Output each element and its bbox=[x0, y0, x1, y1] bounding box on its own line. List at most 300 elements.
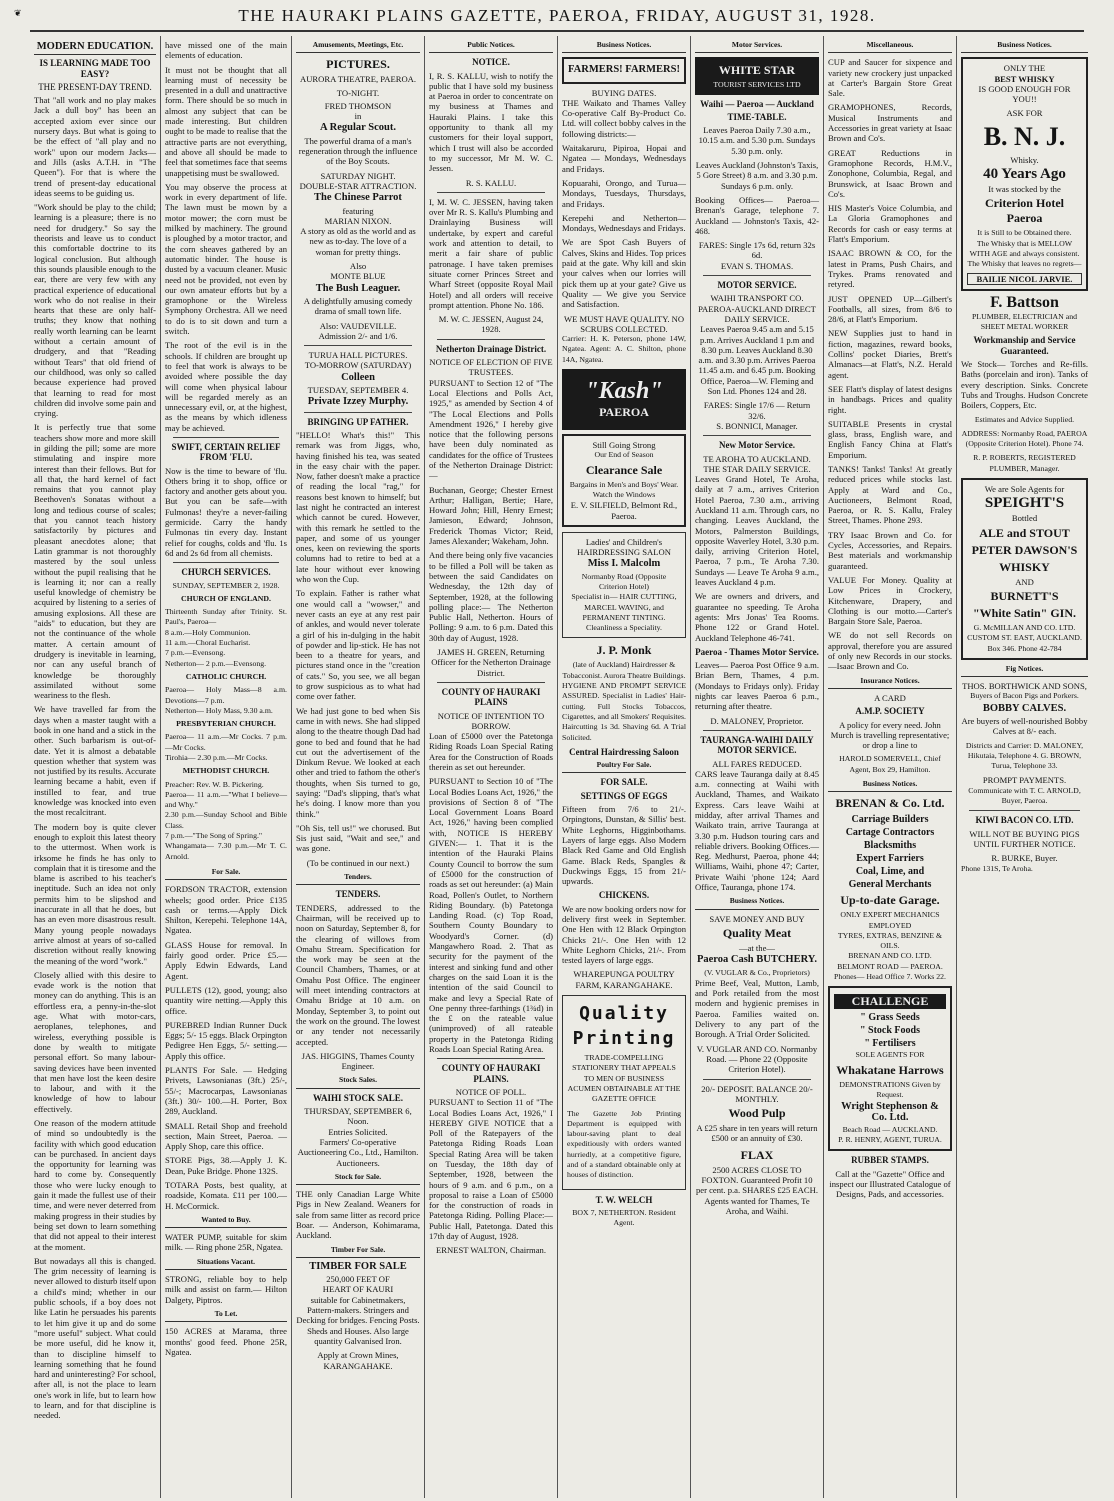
ad-heading: Criterion Hotel Paeroa bbox=[985, 196, 1064, 226]
columns bbox=[30, 36, 1092, 1498]
ad-line: (late of Auckland) Hairdresser & Tobacconist. Aurora Theatre Buildings. bbox=[562, 660, 686, 680]
misc-ad: HIS Master's Voice Columbia, and La Gloria Gramophones and Records for cash or easy terms at Flatt's Emporium. bbox=[828, 203, 952, 245]
ad-line: FARES: Single 17s 6d, return 32s 6d. bbox=[698, 240, 816, 261]
ad-heading: FLAX bbox=[740, 1147, 774, 1162]
ad-line: TO-MORROW (SATURDAY) bbox=[304, 360, 412, 371]
classified-ad: SMALL Retail Shop and freehold section, Main Street, Paeroa. —Apply Shop, care this office. bbox=[165, 1120, 287, 1152]
notice-body: I, R. S. KALLU, wish to notify the public that I have sold my business at Paeroa in order to concentrate on my business at Thames and Hauraki Plains. I take this opportunity to thank all my customers for their loyal support, which I trust will also be accorded to my successor, Mr M. W. C. Jessen. bbox=[429, 70, 553, 174]
ad-line: P. R. HENRY, AGENT, TURUA. bbox=[838, 1135, 942, 1145]
ad-heading: "White Satin" GIN. bbox=[972, 605, 1076, 620]
ad-heading: Whakatane Harrows bbox=[836, 1062, 944, 1077]
ad-body: Kerepehi and Netherton—Mondays, Wednesdays and Fridays. bbox=[562, 212, 686, 234]
ad-body: A policy for every need. John Murch is travelling representative; or drop a line to bbox=[830, 719, 950, 751]
church-line: Netherton— Holy Mass, 9.30 a.m. bbox=[165, 705, 273, 715]
misc-ad: GREAT Reductions in Gramophone Records, H.M.V., Zonophone, Columbia, Regal, and Brunswick, at Isaac Brown and Co's. bbox=[828, 147, 952, 199]
church-name: CATHOLIC CHURCH. bbox=[185, 671, 267, 681]
ad-heading: MOTOR SERVICE. bbox=[717, 280, 797, 291]
article-subtitle: IS LEARNING MADE TOO EASY? bbox=[39, 58, 151, 79]
ad-line: BAILIE NICOL JARVIE. bbox=[967, 273, 1082, 285]
article-paragraph: You may observe the process at work in every department of life. The lawn must be mown by a motor mower; the corn must be milked by machinery. The ground is ploughed by a motor tractor, and the corn sheaves gathered by an automatic binder. The house is dusted by a vacuum cleaner. Music need not be provided, not even by our own amateur efforts but by a gramophone or the Wireless Symphony Orchestra. All we need to do is to sit down and turn a switch. bbox=[165, 181, 287, 337]
ad-line: TURUA HALL PICTURES. bbox=[308, 350, 408, 361]
ad-line: Still Going Strong bbox=[592, 440, 656, 451]
notice-signature: ERNEST WALTON, Chairman. bbox=[436, 1245, 546, 1256]
story-paragraph: We had just gone to bed when Sis came in with news. She had slipped along to the theatre though Dad had gone to bed and found that he had cut out the advertisement of the Dinkum Revue. We looked at each other and tried to fathom the other's thoughts, when Sis turned to go, saying: "Dad's slipping, that's what he's doing. I know more than you think." bbox=[296, 705, 420, 819]
ad-body: A story as old as the world and as new as to-day. The love of a woman for pretty things. bbox=[300, 226, 416, 257]
divider bbox=[173, 562, 279, 563]
ad-line: BEST WHISKY bbox=[994, 73, 1055, 84]
notice-heading: COUNTY OF HAURAKI PLAINS. bbox=[441, 1063, 541, 1084]
story-title: BRINGING UP FATHER. bbox=[307, 416, 409, 427]
ad-body: Leaves Auckland (Johnston's Taxis, 5 Gore Street) 8 a.m. and 3.30 p.m. Sundays 6 p.m. only. bbox=[695, 160, 819, 191]
ad-line: EVAN S. THOMAS. bbox=[720, 260, 794, 271]
church-line: Tirohia— 2.30 p.m.—Mr Cocks. bbox=[165, 753, 268, 762]
ad-body: Fifteen from 7/6 to 21/-. Orpingtons, Dunstan, & Sillis' best. White Leghorns, Higginbothams. Layers of large eggs. Also Modern Black Red Game and Old English Game. Black Reds, Spangles & Duckwings Eggs, 15 from 21/- upwards. bbox=[562, 804, 686, 887]
section-header: Miscellaneous. bbox=[828, 40, 952, 53]
notice-body: And there being only five vacancies to be filled a Poll will be taken as between the said Candidates on Wednesday, the 12th day of September, 1928, at the following polling place:— The Netherton Public Hall, Netherton. Hours of Polling: 9 a.m. to 6 p.m. Dated this 30th day of August, 1928. bbox=[429, 550, 553, 643]
ad-line: We are Sole Agents for bbox=[984, 484, 1065, 495]
article-paragraph: The modern boy is quite clever enough to exploit this latest theory to the uttermost. When work is irksome he finds he has only to complain that it is tiresome and the blame is ascribed to his teacher's ineptitude. Such an idea not only permits him to be slipshod and inaccurate in all that he does, but has an even more disastrous result. Many young people nowadays arrive almost at years of so-called discretion without really knowing the meaning of the word "work." bbox=[34, 821, 156, 966]
brenan-line: Expert Farriers bbox=[856, 853, 924, 865]
ad-body: Prime Beef, Veal, Mutton, Lamb, and Pork retailed from the most modern and hygienic premises in Paeroa. Families waited on. Delivery to any part of the Borough. A Trial Order Solicited. bbox=[695, 977, 819, 1040]
article-paragraph: "Work should be play to the child; learning is a pleasure; there is no need for drudgery." So say the theorists and leave us to conduct this comfortable doctrine to its logical conclusion. But although this sounds plausible enough to the ear, there are very few with any practical experience of educational work who do not realise in their hearts that these are only half-truths; they know that nothing really worth learning can be learnt without a certain amount of drudgery, and that "Reading without Tears" that old friend of our childhood, was only so called because experience had proved that learning to read for most children did involve some pain and crying. bbox=[34, 202, 156, 419]
section-header: Amusements, Meetings, Etc. bbox=[296, 40, 420, 53]
ad-heading: Paeroa Cash BUTCHERY. bbox=[696, 954, 818, 966]
ad-line: AND bbox=[1015, 576, 1034, 587]
logo-subtext: TOURIST SERVICES LTD bbox=[713, 80, 801, 90]
notice-heading: Netherton Drainage District. bbox=[435, 343, 547, 354]
ad-heading: TIMBER FOR SALE bbox=[309, 1260, 407, 1272]
film-title: Colleen bbox=[341, 371, 375, 383]
ad-line: ALL FARES REDUCED. bbox=[712, 758, 802, 769]
ad-line: Beach Road — AUCKLAND. bbox=[842, 1124, 938, 1134]
column-2 bbox=[161, 36, 292, 1498]
ad-body: Leaves Paeroa Daily 7.30 a.m., 10.15 a.m. and 5.30 p.m. Sundays 5.30 p.m. only. bbox=[698, 125, 816, 156]
route-heading: Waihi — Paeroa — Auckland bbox=[700, 98, 814, 109]
divider bbox=[969, 810, 1080, 811]
story-paragraph: "Oh Sis, tell us!" we chorused. But Sis just said, "Wait and see," and was gone. bbox=[296, 822, 420, 854]
church-line: 11 a.m.—Choral Eucharist. bbox=[165, 638, 251, 648]
ad-heading: Up-to-date Garage. bbox=[840, 893, 940, 908]
ad-line: BELMONT ROAD — PAEROA. bbox=[837, 961, 943, 971]
ad-body: Waitakaruru, Pipiroa, Hopai and Ngatea — Mondays, Wednesdays and Fridays. bbox=[562, 143, 686, 174]
church-line: Paeroa— 11 a.m.—"What I believe—and Why." bbox=[165, 789, 287, 810]
ad-line: ONLY THE bbox=[1003, 63, 1046, 74]
ad-body: We are owners and drivers, and guarantee no speeding. Te Aroha agents: Mrs Jonas' Tea Rooms. Phone 122 or Grand Hotel. Auckland Telephone 46-741. bbox=[695, 591, 819, 643]
ad-body: Leaves Paeroa 9.45 a.m and 5.15 p.m. Arrives Auckland 1 p.m and 8.30 p.m. Leaves Auckland 8.30 a.m. and 3.30 p.m. Arrives Paeroa 11.45 a.m. and 6.45 p.m. Booking Office, Paeroa—W. Fleming and Son Ltd. Phones 124 and 28. bbox=[698, 324, 816, 397]
classified-ad: TOTARA Posts, best quality, at roadside, Komata. £11 per 100.—H. McCormick. bbox=[165, 1179, 287, 1211]
ad-line: MONTE BLUE bbox=[330, 271, 386, 282]
ad-line: (V. VUGLAR & Co., Proprietors) bbox=[704, 967, 810, 977]
ad-line: PROMPT PAYMENTS. bbox=[982, 775, 1067, 786]
classified-ad: PULLETS (12), good, young; also quantity wire netting.—Apply this office. bbox=[165, 984, 287, 1016]
section-header: Business Notices. bbox=[961, 40, 1088, 53]
story-paragraph: "HELLO! What's this!" This remark was from Jiggs, who, having finished his tea, was seated in the easy chair with the paper. Now, father doesn't make a practice of reading the local "rag," for reasons best known to himself; but last night he contracted an interest which cannot be cured. However, with this remark he settled to the paper, and some of us younger ones, keen on reviewing the sports columns had to retire to bed at a late hour without ever knowing who won the Cup. bbox=[296, 429, 420, 585]
ad-heading: PICTURES. bbox=[326, 57, 390, 72]
misc-ad: JUST OPENED UP—Gilbert's Footballs, all sizes, from 8/6 to 28/6, at Flatt's Emporium. bbox=[828, 293, 952, 325]
ad-line: The Whisky that is MELLOW WITH AGE and always consistent. The Whisky that leaves no regrets— bbox=[967, 238, 1082, 269]
church-line: Thirteenth Sunday after Trinity. St. Paul's, Paeroa— bbox=[165, 607, 287, 627]
ad-line: THE STAR DAILY SERVICE. bbox=[703, 463, 811, 474]
divider bbox=[437, 192, 545, 193]
ad-heading: FARMERS! FARMERS! bbox=[568, 64, 680, 76]
ad-line: R. P. ROBERTS, REGISTERED PLUMBER, Manager. bbox=[973, 453, 1076, 473]
ad-line: featuring bbox=[342, 205, 374, 216]
section-header: Public Notices. bbox=[429, 40, 553, 53]
ad-line: Bottled bbox=[1011, 513, 1038, 524]
ad-line: BUYING DATES. bbox=[591, 87, 657, 98]
divider bbox=[437, 339, 545, 340]
ad-line: " Grass Seeds " Stock Foods " Fertilisers bbox=[859, 1012, 920, 1050]
ad-heading: 40 Years Ago bbox=[983, 166, 1066, 183]
ad-body: Are buyers of well-nourished Bobby Calves at 8/- each. bbox=[961, 715, 1088, 737]
ad-line: TE AROHA TO AUCKLAND. bbox=[703, 453, 811, 464]
church-line: Paeroa— Holy Mass—8 a.m. Devotions—7 p.m. bbox=[165, 685, 287, 705]
ad-line: TO-NIGHT. bbox=[336, 87, 380, 98]
article-paragraph: It must not be thought that all learning must of necessity be presented in a dull and unattractive form. There should be so much in almost any subject that can be made interesting. But children ought to be made to realise that the attractive parts are not everything, and above all should be made to feel that sometimes face that seems unappetising must be swallowed. bbox=[165, 64, 287, 178]
notice-signature: M. W. C. JESSEN, August 24, 1928. bbox=[438, 314, 544, 335]
ad-line: Also bbox=[349, 261, 367, 272]
ad-body: The Gazette Job Printing Department is equipped with labour-saving plant to deal expeditiously with orders wanted hurriedly, at a competitive figure, and of a standard obtainable only at houses of distinction. bbox=[567, 1108, 681, 1180]
film-title: A Regular Scout. bbox=[320, 122, 396, 134]
section-header: Fig Notices. bbox=[961, 664, 1088, 677]
brenan-line: Carriage Builders bbox=[851, 814, 929, 826]
ad-line: Also: VAUDEVILLE. bbox=[319, 320, 397, 331]
ad-body: V. VUGLAR AND CO. Normanby Road. — Phone 22 (Opposite Criterion Hotel). bbox=[696, 1043, 818, 1075]
column-8 bbox=[957, 36, 1092, 1498]
divider bbox=[304, 345, 412, 346]
ad-heading: ALE and STOUT bbox=[979, 525, 1070, 540]
ad-body: Now is the time to beware of 'flu. Others bring it to shop, office or factory and another gets about you. But you can be safe—with Fulmonas! they're a never-failing germicide. Carry the handy Fulmonas tin every day. Instant relief for coughs, colds and 'flu. 1s 6d and 2s 6d from all chemists. bbox=[165, 465, 287, 558]
classified-ad: PUREBRED Indian Runner Duck Eggs; 5/- 15 eggs. Black Orpington Pedigree Hen Eggs, 5/- setting.—Apply this office. bbox=[165, 1019, 287, 1061]
section-header: Timber For Sale. bbox=[296, 1245, 420, 1258]
ad-body: Leaves— Paeroa Post Office 9 a.m. Brian Bern, Thames, 4 p.m. (Mondays to Fridays only). Friday nights car leaves Paeroa 6 p.m., returning after theatre. bbox=[695, 660, 819, 712]
divider bbox=[703, 435, 811, 436]
notice-body: PURSUANT to Section 10 of "The Local Bodies Loans Act, 1926," the provisions of Section 8 of "The Local Government Loans Board Act, 1926," having been complied with, NOTICE IS HEREBY GIVEN:— 1. That it is the intention of the Hauraki Plains County Council to borrow the sum of £5000 for the construction of roads as set out hereunder: (a) Main Road, Pollen's Outlet, to Northern Riding Boundary. (b) Patetonga Landing Road. (c) Top Road, Southern County Boundary to Woodyard's Corner. (d) Mangawhero Road. 2. That as security for the payment of the interest and sinking fund and other charges on the said Loan it is the intention of the said Council to make and levy a Special Rate of One penny three-farthings (1¾d) in the £ on the rateable value (unimproved) of all rateable property in the Patetonga Riding Roads Loan Special Rating Area. bbox=[429, 776, 553, 1055]
divider bbox=[173, 437, 279, 438]
ad-line: WE MUST HAVE QUALITY. NO SCRUBS COLLECTED. bbox=[563, 313, 685, 334]
ad-line: Phones— Head Office 7. Works 22. bbox=[834, 972, 946, 982]
ad-body: Call at the "Gazette" Office and inspect our Illustrated Catalogue of Designs, Pads, and accessories. bbox=[829, 1168, 951, 1200]
ad-body: The powerful drama of a man's regeneration through the influence of the Boy Scouts. bbox=[298, 135, 418, 167]
ad-heading: Paeroa - Thames Motor Service. bbox=[695, 646, 819, 657]
ad-heading: TAURANGA-WAIHI DAILY MOTOR SERVICE. bbox=[700, 734, 814, 756]
classified-ad: GLASS House for removal. In fairly good order. Price £5.—Apply Edwin Edwards, Land Agent. bbox=[165, 939, 287, 981]
ad-heading: FOR SALE. bbox=[600, 777, 648, 788]
church-heading: CHURCH SERVICES. bbox=[181, 567, 271, 578]
section-header: Insurance Notices. bbox=[828, 676, 952, 689]
article-paragraph: It is perfectly true that some teachers show more and more skill in gilding the pill; some are more stimulating and inspire more interest than their fellows. But for all that, the hard kernel of fact remains that you cannot play Beethoven's Sonatas without a long and tedious course of scales; that you cannot teach history satisfactorily by pictures and pleasant anecdotes alone; that Latin grammar is not thoroughly mastered by the soul unless without the pupil realising that he is learning it; nor can a really useful knowledge of chemistry be acquired by listening to a series of amusing explosions. All these are "aids" to education, but they are not the continuance of the whole matter. A certain amount of drudgery is inevitable in learning, nor can any useful branch of knowledge be thoroughly assimilated without some weariness to the flesh. bbox=[34, 422, 156, 701]
kash-logo: "Kash" bbox=[585, 378, 663, 405]
brenan-line: General Merchants bbox=[848, 879, 932, 891]
ad-line: E. V. SILFIELD, Belmont Rd., Paeroa. bbox=[570, 500, 678, 521]
ad-heading: PETER DAWSON'S bbox=[971, 542, 1078, 557]
ad-body: Districts and Carrier: D. MALONEY, Hikutaia, Telephone 4. G. BROWN, Turua, Telephone 33. bbox=[965, 740, 1084, 771]
section-header: Business Notices. bbox=[828, 779, 952, 792]
ad-line: TYRES, EXTRAS, BENZINE & OILS. bbox=[837, 930, 943, 951]
section-header: Situations Vacant. bbox=[165, 1257, 287, 1270]
article-paragraph: One reason of the modern attitude of mind so undoubtedly is the facility with which good education can be purchased. In ancient days the opportunity for learning was hard to come by. Consequently those who were lucky enough to gain it made the fullest use of their time, and were never deterred from making progress in their studies by being set down to learn something that did not appeal to their interest at the moment. bbox=[34, 1117, 156, 1252]
ad-line: FRED THOMSON bbox=[324, 100, 392, 111]
ad-line: WHAREPUNGA POULTRY FARM, KARANGAHAKE. bbox=[573, 969, 675, 990]
section-header: Stock Sales. bbox=[296, 1075, 420, 1088]
ad-heading: Miss I. Malcolm bbox=[587, 558, 661, 570]
ad-line: Specialist in— HAIR CUTTING, MARCEL WAVING, and PERMANENT TINTING. Cleanliness a Speciality. bbox=[571, 592, 677, 633]
ad-line: G. McMILLAN AND CO. LTD. bbox=[973, 622, 1076, 632]
church-line: Preacher: Rev. W. B. Pickering. bbox=[165, 779, 264, 789]
ad-line: THOS. BORTHWICK AND SONS, bbox=[962, 681, 1087, 692]
ad-line: BOX 7, NETHERTON. Resident Agent. bbox=[572, 1207, 676, 1228]
article-paragraph: That "all work and no play makes Jack a dull boy" has been an accepted axiom ever since our nursery days. But what is going to be the effect of "all play and no work" upon our modern Jacks—and Jills (asks A.T.H. in "The Queen"). For that is where the trend of present-day educational ideas seems to be guiding us. bbox=[34, 95, 156, 198]
timetable-heading: TIME-TABLE. bbox=[727, 111, 787, 122]
divider bbox=[437, 682, 545, 683]
classified-ad: STRONG, reliable boy to help milk and assist on farm.— Hilton Dalgety, Piptros. bbox=[165, 1274, 287, 1305]
kash-town: PAEROA bbox=[599, 405, 649, 420]
church-line: 7 p.m.—"The Song of Spring." bbox=[165, 831, 263, 841]
ad-heading: TENDERS. bbox=[335, 889, 381, 900]
ad-line: CUSTOM ST. EAST, AUCKLAND. bbox=[967, 633, 1082, 643]
ad-line: THURSDAY, SEPTEMBER 6, Noon. bbox=[304, 1106, 412, 1127]
church-line: Paeroa— 11 a.m.—Mr Cocks. 7 p.m.—Mr Cocks. bbox=[165, 732, 287, 752]
article-paragraph: We have travelled far from the days when a master taught with a book in one hand and a stick in the other. Such barbarism is out-of-date. Yet it is almost a debatable question whether that system was not justified by its results. Accurate learning became a habit, even if instilled to fear, and true knowledge was knocked into even the most recalcitrant. bbox=[34, 704, 156, 818]
ad-body: Communicate with T. C. ARNOLD, Buyer, Paeroa. bbox=[968, 785, 1081, 806]
ad-body: ADDRESS: Normanby Road, PAEROA (Opposite Criterion Hotel). Phone 74. bbox=[961, 428, 1088, 449]
article-paragraph: have missed one of the main elements of education. bbox=[165, 40, 287, 61]
ad-line: PLUMBER, ELECTRICIAN and SHEET METAL WORKER bbox=[971, 311, 1078, 332]
section-header: Stock for Sale. bbox=[296, 1172, 420, 1185]
church-line: Whangamata— 7.30 p.m.—Mr T. C. Arnold. bbox=[165, 841, 287, 861]
ad-line: S. BONNICI, Manager. bbox=[716, 420, 798, 431]
article-paragraph: The root of the evil is in the schools. If children are brought up to feel that work is always to be avoided where possible the day will come when physical labour will be regarded merely as an unnecessary evil, or, at the highest, as the means by which idleness may be achieved. bbox=[165, 340, 287, 433]
ad-body: CARS leave Tauranga daily at 8.45 a.m. connecting at Waihi with Auckland, Thames, and Waikato Express. Cars leave Waihi at midday, after arrival Thames and Waikato train, arrive Tauranga at 3.30 p.m. Hudson touring cars and reliable drivers. Booking Offices.—Reg. Medhurst, Paeroa, phone 44; Williams, Waihi, phone 47; Carter, Private Waihi 'phone 124; Aard Office, Tauranga, phone 174. bbox=[695, 768, 819, 893]
ad-heading: Workmanship and Service Guaranteed. bbox=[973, 335, 1076, 356]
ad-heading: SWIFT, CERTAIN RELIEF FROM 'FLU. bbox=[171, 441, 281, 463]
ad-heading: Wood Pulp bbox=[728, 1106, 786, 1121]
ad-line: WAIHI TRANSPORT CO. bbox=[710, 293, 804, 304]
divider bbox=[703, 275, 811, 276]
ad-heading: A.M.P. SOCIETY bbox=[855, 706, 925, 717]
challenge-ad bbox=[828, 986, 952, 1151]
column-5 bbox=[558, 36, 691, 1498]
film-title: Private Izzey Murphy. bbox=[307, 396, 409, 408]
ad-line: Estimates and Advice Supplied. bbox=[974, 414, 1075, 424]
notice-signature: JAMES H. GREEN, Returning Officer for the Netherton Drainage District. bbox=[431, 647, 551, 678]
ad-line: ASK FOR bbox=[1006, 108, 1043, 119]
ad-line: HAROLD SOMERVELL, Chief Agent, Box 29, Hamilton. bbox=[839, 754, 941, 774]
notice-body: Buchanan, George; Chester Ernest Arthur; Halligan, Bertie; Hare, Howard John; Hill, Henry Ernest; Jamieson, Edward; Johnson, Frederick Thomas Victor; Reid, James Alexander; Wakeham, John. bbox=[429, 484, 553, 547]
section-header: Motor Services. bbox=[695, 40, 819, 53]
ad-body: TENDERS, addressed to the Chairman, will be received up to noon on Saturday, September 8, for the clearing of willows from Omahu Stream. Specification for the work may be seen at the Council Chambers, Thames, or at Omahu Post Office. The engineer will meet intending contractors at Omahu Bridge at 10 a.m. on Monday, September 3, to point out the work on the ground. The lowest or any tender not necessarily accepted. bbox=[296, 902, 420, 1047]
church-name: METHODIST CHURCH. bbox=[182, 766, 270, 776]
divider bbox=[304, 412, 412, 413]
divider bbox=[703, 1079, 811, 1080]
ad-body: THE Waikato and Thames Valley Co-operative Calf By-Product Co. Ltd. will collect bobby calves in the following districts:— bbox=[562, 97, 686, 139]
article-paragraph: Closely allied with this desire to evade work is the notion that money can do anything. This is an effortless era, a penny-in-the-slot age. What with motor-cars, aeroplanes, telephones, and wireless, everything possible is done by wealth to mitigate personal effort. So many labour-saving devices have been invented that men have lost the keen desire to labour, and with it the knowledge of how to labour effectively. bbox=[34, 969, 156, 1114]
church-date: SUNDAY, SEPTEMBER 2, 1928. bbox=[172, 580, 280, 590]
ad-body: 2500 ACRES CLOSE TO FOXTON. Guaranteed Profit 10 per cent. p.a. SHARES £25 EACH. Agents wanted for Thames, Te Aroha, and Waihi. bbox=[696, 1164, 818, 1216]
ad-line: IS GOOD ENOUGH FOR YOU!! bbox=[978, 83, 1071, 105]
ad-heading: WHISKY bbox=[999, 559, 1050, 574]
seal-mark: ❦ bbox=[14, 8, 22, 18]
ad-line: It is Still to be Obtained there. bbox=[977, 228, 1072, 238]
notice-heading: NOTICE. bbox=[472, 57, 510, 68]
divider bbox=[703, 730, 811, 731]
column-6 bbox=[691, 36, 824, 1498]
ad-heading: WAIHI STOCK SALE. bbox=[312, 1092, 404, 1103]
ad-body: HYGIENE AND PROMPT SERVICE ASSURED. Specialist in Ladies' Hair-cutting. Full Stocks Tobaccos, Cigarettes, and all Smokers' Requisites. Haircutting 1s 3d. Shaving 6d. A Trial Solicited. bbox=[562, 681, 686, 742]
notice-body: PURSUANT to Section 11 of "The Local Bodies Loans Act, 1926," I HEREBY GIVE NOTICE that a Poll of the Ratepayers of the Patetonga Riding Roads Loan Special Rating Area will be taken on Tuesday, the 18th day of September, 1928, between the hours of 9 a.m. and 6 p.m., on a proposal to raise a Loan of £5000 for the construction of roads in Patetonga Riding. Polling Place:— Public Hall, Patetonga. Dated this 17th day of August, 1928. bbox=[429, 1097, 553, 1242]
ad-signature: JAS. HIGGINS, Thames County Engineer. bbox=[301, 1050, 415, 1072]
ad-signature: D. MALONEY, Proprietor. bbox=[710, 715, 804, 726]
classified-ad: WATER PUMP, suitable for skim milk. — Ring phone 25R, Ngatea. bbox=[165, 1232, 287, 1253]
ad-line: TUESDAY, SEPTEMBER 4. bbox=[307, 385, 409, 396]
ad-body: We Stock— Torches and Re-fills. Baths (porcelain and iron). Tanks of every description. Sinks. Concrete Tubs and Troughs. Hudson Concrete Boilers, Coppers, Etc. bbox=[961, 359, 1088, 411]
notice-heading: COUNTY OF HAURAKI PLAINS bbox=[441, 686, 541, 708]
church-line: 2.30 p.m.—Sunday School and Bible Class. bbox=[165, 810, 287, 830]
misc-ad: TRY Isaac Brown and Co. for Cycles, Accessories, and Repairs. Best materials and workmanship guaranteed. bbox=[828, 529, 952, 571]
ad-line: SAVE MONEY AND BUY bbox=[709, 913, 805, 924]
classified-ad: FORDSON TRACTOR, extension wheels; good order. Price £135 cash or terms.—Apply Dick Shilton, Kerepehi. Telephone 14A, Ngatea. bbox=[165, 884, 287, 936]
notice-subheading: NOTICE OF INTENTION TO BORROW. bbox=[437, 710, 545, 731]
misc-ad: WE do not sell Records on approval, therefore you are assured of only new Records in our stocks.—Isaac Brown and Co. bbox=[828, 630, 952, 672]
ad-heading: B. N. J. bbox=[983, 121, 1066, 151]
ad-line: FARES: Single 17/6 — Return 32/6. bbox=[703, 400, 811, 421]
church-line: 8 a.m.—Holy Communion. bbox=[165, 627, 251, 637]
ad-line: BRENAN AND CO. LTD. bbox=[848, 951, 932, 961]
ad-body: TRADE-COMPELLING STATIONERY THAT APPEALS TO MEN OF BUSINESS ACUMEN OBTAINABLE AT THE GAZETTE OFFICE bbox=[567, 1053, 681, 1104]
article-paragraph: But nowadays all this is changed. The grim necessity of learning is never allowed to disturb itself upon a child's mind; whether in our public schools, if a boy does not like Latin he persuades his parents to let him give it up and do some "more useful" subject. What could be more useful, did he know it, than to discipline himself to learning something that he found hard and uninteresting? For school, after all, is not the place to learn one's work in life, but to learn how to learn, and for that discipline is needed. bbox=[34, 1255, 156, 1421]
ad-line: MARIAN NIXON. bbox=[324, 215, 392, 226]
ad-heading: KIWI BACON CO. LTD. bbox=[975, 815, 1074, 826]
article-title: MODERN EDUCATION. bbox=[34, 42, 156, 55]
notice-subheading: NOTICE OF ELECTION OF FIVE TRUSTEES. bbox=[429, 357, 553, 378]
film-title: The Bush Leaguer. bbox=[315, 282, 401, 294]
notice-body: I, M. W. C. JESSEN, having taken over Mr R. S. Kallu's Plumbing and Drainlaying Business will undertake, by expert and careful work and attention to detail, to merit a fair share of public patronage. I have taken premises situate corner Princes Street and Wharf Street (opposite Royal Mail Hotel) and all orders will receive prompt attention. Phone No. 186. bbox=[429, 196, 553, 310]
column-4 bbox=[425, 36, 558, 1498]
ad-line: Admission 2/- and 1/6. bbox=[318, 330, 398, 341]
bnj-ad bbox=[961, 57, 1088, 291]
ad-body: WILL NOT BE BUYING PIGS UNTIL FURTHER NOTICE. bbox=[969, 828, 1080, 849]
section-header: Wanted to Buy. bbox=[165, 1215, 287, 1228]
kash-ad bbox=[562, 369, 686, 430]
ad-heading: Clearance Sale bbox=[585, 462, 663, 477]
ad-heading: SETTINGS OF EGGS bbox=[580, 790, 668, 801]
ad-line: Normanby Road (Opposite Criterion Hotel) bbox=[581, 571, 667, 591]
masthead: THE HAURAKI PLAINS GAZETTE, PAEROA, FRIDAY, AUGUST 31, 1928. bbox=[238, 6, 876, 25]
ad-line: PAEROA-AUCKLAND DIRECT DAILY SERVICE. bbox=[698, 303, 816, 324]
misc-ad: SUITABLE Presents in crystal glass, brass, English ware, and English Fancy China at Flatt's Emporium. bbox=[828, 418, 952, 460]
section-header: To Let. bbox=[165, 1309, 287, 1322]
ad-line: DOUBLE-STAR ATTRACTION. bbox=[299, 180, 417, 191]
printing-ad bbox=[562, 995, 686, 1190]
speights-ad bbox=[961, 478, 1088, 660]
ad-body: We are Spot Cash Buyers of Calves, Skins and Hides. Top prices paid at the gate. Why kill and skin your calves when our lorries will pick them up at your gate? Give us Quality — We give you Service and Satisfaction. bbox=[562, 237, 686, 310]
masthead-rule bbox=[30, 30, 1084, 32]
ad-heading: CHICKENS. bbox=[598, 890, 650, 901]
section-header: Tenders. bbox=[296, 872, 420, 885]
ad-heading: RUBBER STAMPS. bbox=[851, 1155, 929, 1166]
farmers-banner bbox=[562, 57, 686, 83]
logo-text: WHITE STAR bbox=[718, 63, 796, 78]
misc-ad: ISAAC BROWN & CO, for the latest in Prams, Push Chairs, and Trykes. Prams renovated and retyred. bbox=[828, 248, 952, 290]
ad-heading: New Motor Service. bbox=[718, 440, 796, 451]
ad-heading: Printing bbox=[572, 1028, 676, 1050]
ad-line: It was stocked by the bbox=[988, 184, 1061, 195]
brenan-line: Cartage Contractors bbox=[845, 827, 935, 839]
ad-line: SATURDAY NIGHT. bbox=[320, 170, 396, 181]
ad-line: Whisky. bbox=[1010, 154, 1039, 165]
ad-body: A £25 share in ten years will return £500 or an annuity of £30. bbox=[696, 1123, 818, 1144]
ad-line: in bbox=[354, 111, 362, 122]
ad-line: SOLE AGENTS FOR bbox=[855, 1050, 925, 1060]
ad-body: suitable for Cabinetmakers, Pattern-makers. Stringers and Decking for bridges. Fencing Posts. Sheds and Houses. Also large quantity Galvanised Iron. bbox=[296, 1294, 420, 1346]
ad-heading: CHALLENGE bbox=[834, 994, 946, 1009]
church-name: CHURCH OF ENGLAND. bbox=[180, 593, 272, 603]
ad-body: Carrier: H. K. Peterson, phone 14W, Ngatea. Agent: A. C. Shilton, phone 14A, Ngatea. bbox=[562, 334, 686, 364]
ad-line: A CARD bbox=[874, 692, 906, 703]
classified-ad: STORE Pigs, 38.—Apply J. K. Dean, Puke Bridge. Phone 132S. bbox=[165, 1155, 287, 1176]
ad-heading: BOBBY CALVES. bbox=[982, 702, 1067, 714]
ad-line: DEMONSTRATIONS Given by Request. bbox=[839, 1079, 941, 1099]
brenan-line: Coal, Lime, and bbox=[855, 866, 925, 878]
church-line: 7 p.m.—Evensong. bbox=[165, 648, 226, 658]
misc-ad: SEE Flatt's display of latest designs in handbags. Prices and quality right. bbox=[828, 383, 952, 415]
ad-body: We are now booking orders now for delivery first week in September. One Hen with 12 Black Orpington Chicks 21/-. One Hen with 12 White Leghorn Chicks, 21/-. From tested layers of large eggs. bbox=[562, 903, 686, 966]
white-star-logo bbox=[695, 57, 819, 94]
ad-body: A delightfully amusing comedy drama of small town life. bbox=[303, 295, 413, 317]
ad-heading: J. P. Monk bbox=[596, 643, 652, 658]
ad-body: Leaves Grand Hotel, Te Aroha, daily at 7 a.m., arrives Criterion Hotel Paeroa, 7.30 a.m., arriving Auckland 11 a.m. Through cars, no changing. Leaves Auckland, the Motors, Palmerston Buildings, opposite Waverley Hotel, 3.30 p.m. daily, arriving Criterion Hotel, Paeroa, 7 p.m., Te Aroha 7.30. Sundays — Leave Te Aroha 9 a.m., leaves Auckland 4 p.m. bbox=[695, 474, 819, 588]
film-title: The Chinese Parrot bbox=[314, 192, 402, 204]
ad-line: AURORA THEATRE, PAEROA. bbox=[299, 74, 417, 85]
ad-line: ONLY EXPERT MECHANICS EMPLOYED bbox=[840, 910, 940, 930]
ad-line: Entries Solicited. bbox=[328, 1126, 388, 1137]
classified-ad: PLANTS For Sale. — Hedging Privets, Lawsonianas (3ft.) 25/-, 55/-; Macrocarpas, Lawsonianas (3ft.) 30/- 100.—H. Porter, Box 289, Auckland. bbox=[165, 1065, 287, 1117]
article-kicker: THE PRESENT-DAY TREND. bbox=[38, 81, 152, 92]
story-paragraph: To explain. Father is rather what one would call a "wowser," and never casts an eye at any rest pair of ankles, and would never tolerate a girl of his in-dulging in the habit of powder and lip-stick. He has not been to a theatre for years, and pictures stand once in the "creation of cats." So, you see, we all began to grow suspicious as to what had come over father. bbox=[296, 588, 420, 702]
column-3 bbox=[292, 36, 425, 1498]
section-header: Business Notices. bbox=[695, 896, 819, 909]
notice-body: PURSUANT to Section 12 of "The Local Elections and Polls Act, 1925," as amended by Section 4 of "The Local Elections and Polls Amendment 1926," I hereby give notice that the following persons have been duly nominated as candidates for the office of Trustees of the Netherton Drainage District:— bbox=[429, 377, 553, 481]
clearance-ad bbox=[562, 434, 686, 527]
misc-ad: TANKS! Tanks! Tanks! At greatly reduced prices while stocks last. Apply at Ward and Co., Auctioneers, Belmont Road, Paeroa, or R. S. Kallu, Fraley Street, Thames. Phone 293. bbox=[828, 463, 952, 526]
ad-line: 20/- DEPOSIT. BALANCE 20/- MONTHLY. bbox=[701, 1083, 813, 1104]
ad-heading: SPEIGHT'S bbox=[984, 495, 1065, 512]
column-7 bbox=[824, 36, 957, 1498]
ad-heading: Quality Meat bbox=[722, 925, 792, 940]
ad-signature: R. BURKE, Buyer. bbox=[991, 853, 1058, 864]
notice-signature: R. S. KALLU. bbox=[465, 177, 517, 188]
ad-heading: BRENAN & Co. Ltd. bbox=[835, 796, 945, 811]
church-name: PRESBYTERIAN CHURCH. bbox=[176, 719, 276, 729]
story-footer: (To be continued in our next.) bbox=[306, 857, 410, 868]
ad-line: Box 346. Phone 42-784 bbox=[987, 643, 1062, 653]
ad-line: —at the— bbox=[738, 942, 776, 953]
ad-line: Our End of Season bbox=[594, 450, 654, 460]
ad-heading: BURNETT'S bbox=[990, 588, 1059, 603]
notice-subheading: NOTICE OF POLL. bbox=[455, 1086, 527, 1097]
section-header: Business Notices. bbox=[562, 40, 686, 53]
ad-heading: T. W. WELCH bbox=[595, 1194, 653, 1205]
classified-ad: 150 ACRES at Marama, three months' good feed. Phone 25R, Ngatea. bbox=[165, 1326, 287, 1357]
ad-line: Apply at Crown Mines, KARANGAHAKE. bbox=[317, 1350, 399, 1371]
ad-heading: Quality bbox=[579, 1003, 669, 1025]
church-line: Netherton— 2 p.m.—Evensong. bbox=[165, 658, 267, 668]
ad-heading: F. Battson bbox=[990, 293, 1059, 311]
ad-body: Booking Offices— Paeroa—Brenan's Garage, telephone 7. Auckland — Johnston's Taxis, 42-468. bbox=[695, 194, 819, 236]
ad-line: Phone 131S, Te Aroha. bbox=[961, 863, 1033, 873]
ad-heading: Central Hairdressing Saloon bbox=[569, 746, 679, 757]
ad-line: HEART OF KAURI bbox=[322, 1284, 394, 1295]
